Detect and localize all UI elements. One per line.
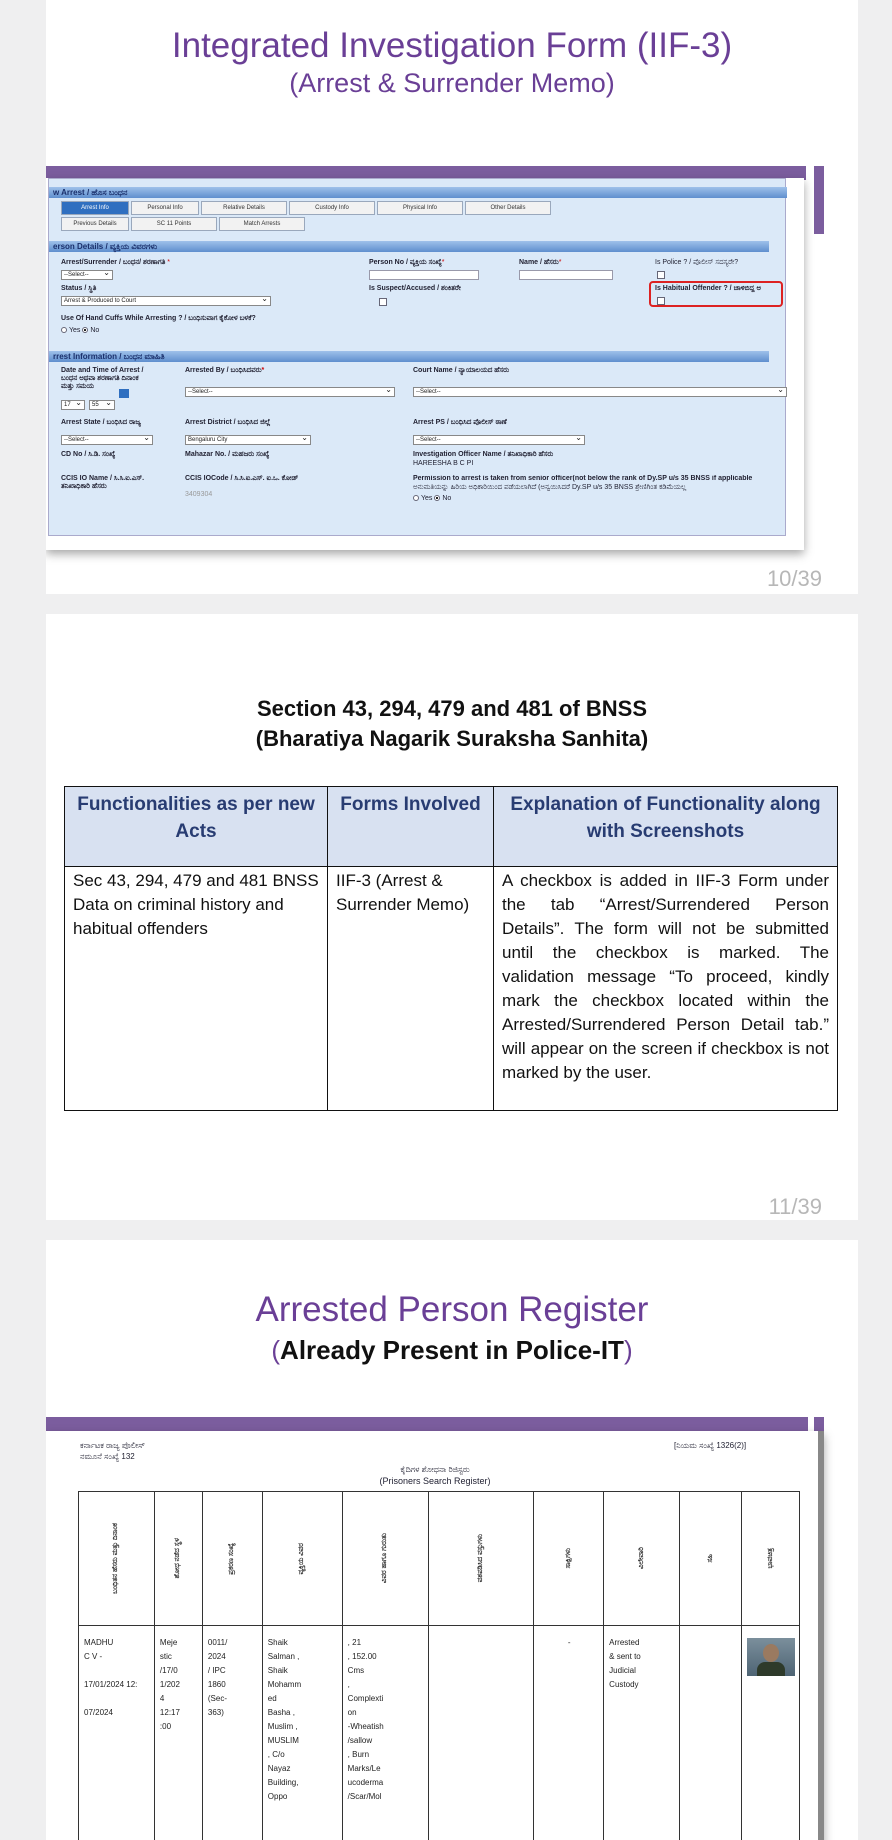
col-header: ಬಂಧಿತನ ಹೆಸರು ಮತ್ತು ದಿನಾಂಕ — [112, 1523, 120, 1594]
hour-select[interactable]: 17 ⌄ — [61, 400, 85, 410]
tab-match-arrests[interactable]: Match Arrests — [219, 217, 305, 231]
calendar-icon[interactable] — [119, 389, 129, 398]
slide-subtitle: (Arrest & Surrender Memo) — [46, 68, 858, 99]
register-header-row — [79, 1492, 800, 1626]
cell-functionality: Sec 43, 294, 479 and 481 BNSS Data on criminal history and habitual offenders — [65, 867, 328, 1111]
cell-seized — [428, 1626, 534, 1840]
cell-signature — [680, 1626, 742, 1840]
slide-bnss — [46, 614, 858, 1220]
table-row — [65, 867, 838, 1111]
tab-other-details[interactable]: Other Details — [465, 201, 551, 215]
radio-no[interactable] — [82, 327, 88, 333]
person-photo — [747, 1638, 795, 1676]
col-header: ವಿಲೇವಾರಿ — [638, 1547, 646, 1569]
status-label: Status / ಸ್ಥಿತಿ — [61, 285, 96, 293]
ps-select[interactable]: --Select-- ⌄ — [413, 435, 585, 445]
handcuff-radio-group[interactable]: Yes No — [61, 327, 99, 334]
cell-disposal: Arrested & sent to Judicial Custody — [604, 1626, 680, 1840]
header-explanation: Explanation of Functionality along with Screenshots — [494, 787, 838, 867]
status-select[interactable]: Arrest & Produced to Court ⌄ — [61, 296, 271, 306]
suspect-label: Is Suspect/Accused / ಶಂಕಿತರೇ — [369, 285, 461, 293]
col-header: ಭಾವಚಿತ್ರ — [767, 1548, 775, 1568]
district-select[interactable]: Bengaluru City ⌄ — [185, 435, 311, 445]
name-input[interactable] — [519, 270, 613, 280]
register-rule: [ನಿಯಮ ಸಂಖ್ಯೆ 1326(2)] — [674, 1441, 746, 1451]
tab-physical-info[interactable]: Physical Info — [377, 201, 463, 215]
handcuff-label: Use Of Hand Cuffs While Arresting ? / ಬಂಧಿಸುವಾಗ ಕೈಕೋಳ ಬಳಕೆ? — [61, 315, 256, 323]
cell-person: Shaik Salman , Shaik Mohamm ed Basha , Muslim , MUSLIM , C/o Nayaz Building, Oppo — [262, 1626, 342, 1840]
tab-previous-details[interactable]: Previous Details — [61, 217, 129, 231]
accent-bar — [46, 1417, 808, 1431]
slide-title: Integrated Investigation Form (IIF-3) — [46, 26, 858, 66]
col-header: ವ್ಯಕ್ತಿಯ ವಿವರ — [298, 1543, 306, 1575]
arrested-by-select[interactable]: --Select-- ⌄ — [185, 387, 395, 397]
table-row — [79, 1626, 800, 1840]
tab-relative-details[interactable]: Relative Details — [201, 201, 287, 215]
header-forms: Forms Involved — [328, 787, 494, 867]
col-header: ವಶಪಡಿಸಿದ ವಸ್ತುಗಳು — [477, 1534, 485, 1582]
cell-explanation: A checkbox is added in IIF-3 Form under the tab “Arrest/Surrendered Person Details”. The form will not be submitted until the checkbox is marked. The validation message “To proceed, kindly mark the checkbox located within the Arrested/Surrendered Person Detail tab.” will appear on the screen if checkbox is not marked by the user. — [494, 867, 838, 1111]
person-details-header: erson Details / ವ್ಯಕ್ತಿಯ ವಿವರಗಳು — [49, 241, 769, 252]
tab-sc-11-points[interactable]: SC 11 Points — [131, 217, 217, 231]
tab-custody-info[interactable]: Custody Info — [289, 201, 375, 215]
datetime-label: Date and Time of Arrest / ಬಂಧನ ಅಥವಾ ಶರಣಾಗತಿ ದಿನಾಂಕ ಮತ್ತು ಸಮಯ — [61, 367, 151, 391]
minute-select[interactable]: 55 ⌄ — [89, 400, 115, 410]
person-no-label: Person No / ವ್ಯಕ್ತಿಯ ಸಂಖ್ಯೆ* — [369, 259, 445, 267]
mahazar-label: Mahazar No. / ಮಹಜರು ಸಂಖ್ಯೆ — [185, 451, 269, 459]
court-select[interactable]: --Select-- ⌄ — [413, 387, 787, 397]
name-label: Name / ಹೆಸರು* — [519, 259, 561, 267]
is-police-label: Is Police ? / ಪೊಲೀಸ್ ಸದಸ್ಯರೇ? — [655, 259, 738, 267]
col-header: ಸಹಿ — [707, 1554, 715, 1563]
col-header: ವಿವರ ಹಾಗೂ ಗುರುತು — [381, 1533, 389, 1583]
ccis-code-value: 3409304 — [185, 491, 212, 498]
is-police-checkbox[interactable] — [657, 271, 665, 279]
page-number: 11/39 — [769, 1194, 822, 1220]
state-select[interactable]: --Select-- ⌄ — [61, 435, 153, 445]
radio-yes[interactable] — [61, 327, 67, 333]
ccis-io-label: CCIS IO Name / ಸಿ.ಸಿ.ಐ.ಎಸ್. ತನಿಖಾಧಿಕಾರಿ ಹೆಸರು — [61, 475, 165, 491]
register-screenshot — [46, 1431, 824, 1840]
ps-label: Arrest PS / ಬಂಧಿಸಿದ ಪೊಲೀಸ್ ಠಾಣೆ — [413, 419, 507, 427]
page-number: 10/39 — [767, 566, 822, 592]
register-title-kn: ಕೈದಿಗಳ ಶೋಧನಾ ರಿಜಿಸ್ಟರು — [46, 1465, 824, 1475]
radio-yes[interactable] — [413, 495, 419, 501]
radio-no[interactable] — [434, 495, 440, 501]
tab-personal-info[interactable]: Personal Info — [131, 201, 199, 215]
permission-radio-group[interactable]: Yes No — [413, 495, 451, 502]
cd-label: CD No / ಸಿ.ಡಿ. ಸಂಖ್ಯೆ — [61, 451, 115, 459]
permission-label-kn: ಅನುಮತಿಯನ್ನು ಹಿರಿಯ ಅಧಿಕಾರಿಯಿಂದ ಪಡೆಯಲಾಗಿದೆ (ಅನ್ವಯಿಸಿದರೆ Dy.SP u/s 35 BNSS ಶ್ರೇಣಿಗಿಂತ ಕಡಿಮೆಯಲ್ಲ — [413, 484, 785, 492]
col-header: ಪ್ರಕರಣ ಸಂಖ್ಯೆ — [228, 1543, 236, 1575]
court-label: Court Name / ನ್ಯಾಯಾಲಯದ ಹೆಸರು — [413, 367, 509, 375]
scrollbar[interactable] — [818, 1431, 824, 1840]
state-label: Arrest State / ಬಂಧಿಸಿದ ರಾಜ್ಯ — [61, 419, 151, 427]
slide-title — [46, 694, 858, 754]
district-label: Arrest District / ಬಂಧಿಸಿದ ಜಿಲ್ಲೆ — [185, 419, 270, 427]
functionality-table — [64, 786, 838, 1111]
io-value: HAREESHA B C PI — [413, 460, 473, 467]
ccis-code-label: CCIS IOCode / ಸಿ.ಸಿ.ಐ.ಎಸ್. ಐ.ಒ. ಕೋಡ್ — [185, 475, 298, 483]
arrest-info-header: rrest Information / ಬಂಧನ ಮಾಹಿತಿ — [49, 351, 769, 362]
slide-title: Arrested Person Register — [46, 1290, 858, 1330]
cell-description: , 21 , 152.00 Cms , Complexti on -Wheatish /sallow , Burn Marks/Le ucoderma /Scar/Mol — [342, 1626, 428, 1840]
slide-subtitle: (Already Present in Police-IT) — [46, 1335, 858, 1366]
slide-iif3 — [46, 0, 858, 594]
cell-name-date: MADHU C V - 17/01/2024 12: 07/2024 — [79, 1626, 155, 1840]
suspect-checkbox[interactable] — [379, 298, 387, 306]
register-title-en: (Prisoners Search Register) — [46, 1476, 824, 1486]
register-form-no: ನಮೂನೆ ಸಂಖ್ಯೆ 132 — [80, 1452, 135, 1462]
cell-place: Meje stic /17/0 1/202 4 12:17 :00 — [154, 1626, 202, 1840]
table-header-row — [65, 787, 838, 867]
permission-label: Permission to arrest is taken from senior officer(not below the rank of Dy.SP u/s 35 BNSS if applicable — [413, 475, 785, 482]
person-no-input[interactable] — [369, 270, 479, 280]
cell-forms: IIF-3 (Arrest & Surrender Memo) — [328, 867, 494, 1111]
register-table — [78, 1491, 800, 1840]
cell-case-no: 0011/ 2024 / IPC 1860 (Sec- 363) — [202, 1626, 262, 1840]
io-label: Investigation Officer Name / ತನಿಖಾಧಿಕಾರಿ ಹೆಸರು — [413, 451, 553, 459]
register-org: ಕರ್ನಾಟಕ ರಾಜ್ಯ ಪೊಲೀಸ್ — [80, 1441, 145, 1451]
slide-register — [46, 1240, 858, 1840]
habitual-offender-checkbox[interactable] — [657, 297, 665, 305]
arrested-by-label: Arrested By / ಬಂಧಿಸಿದವರು* — [185, 367, 264, 375]
cell-witness: - — [534, 1626, 604, 1840]
arrest-surrender-label: Arrest/Surrender / ಬಂಧನ/ ಶರಣಾಗತಿ * — [61, 259, 170, 267]
cell-photo — [742, 1626, 800, 1840]
col-header: ಶೋಧ ನಡೆದ ಸ್ಥಳ — [174, 1538, 182, 1578]
form-screenshot — [46, 178, 804, 550]
col-header: ಸಾಕ್ಷಿಗಳು — [565, 1548, 573, 1568]
title-line-2: (Bharatiya Nagarik Suraksha Sanhita) — [46, 724, 858, 754]
header-functionalities: Functionalities as per new Acts — [65, 787, 328, 867]
arrest-surrender-select[interactable]: --Select-- ⌄ — [61, 270, 113, 280]
accent-bar-side — [814, 166, 824, 234]
tab-arrest-info[interactable]: Arrest Info — [61, 201, 129, 215]
form-header: w Arrest / ಹೊಸ ಬಂಧನ — [49, 187, 787, 198]
title-line-1: Section 43, 294, 479 and 481 of BNSS — [46, 694, 858, 724]
habitual-offender-label: Is Habitual Offender ? / ಚಾಳಿಬಿದ್ದ ಅ — [655, 285, 761, 293]
